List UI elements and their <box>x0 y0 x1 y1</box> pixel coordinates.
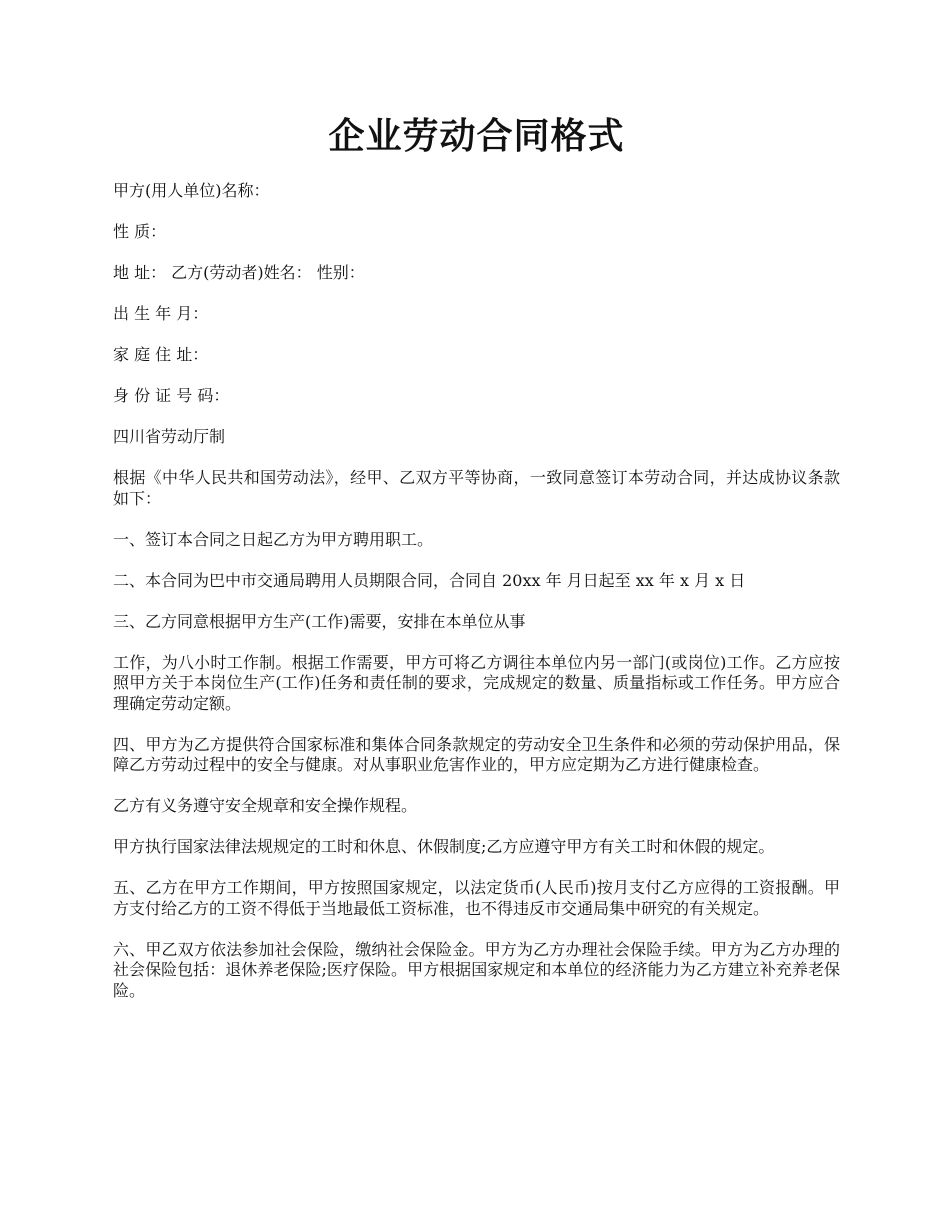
document-title: 企业劳动合同格式 <box>328 115 625 157</box>
issuer-line: 四川省劳动厅制 <box>113 427 226 446</box>
clause-5: 五、乙方在甲方工作期间，甲方按照国家规定，以法定货币(人民币)按月支付乙方应得的工资报酬。甲方支付给乙方的工资不得低于当地最低工资标准，也不得违反市交通局集中研究的有关规定。 <box>113 878 840 918</box>
clause-2: 二、本合同为巴中市交通局聘用人员期限合同，合同自 20xx 年 月日起至 xx 年 x 月 x 日 <box>113 570 746 590</box>
clause-1: 一、签订本合同之日起乙方为甲方聘用职工。 <box>113 529 434 549</box>
field-address-employee: 地 址： 乙方(劳动者)姓名： 性别： <box>113 263 365 282</box>
field-id-number: 身 份 证 号 码： <box>113 386 230 405</box>
safety-obligation: 乙方有义务遵守安全规章和安全操作规程。 <box>113 796 418 815</box>
field-home-address: 家 庭 住 址： <box>113 345 209 364</box>
working-hours-clause: 甲方执行国家法律法规规定的工时和休息、休假制度;乙方应遵守甲方有关工时和休假的规定。 <box>113 837 775 856</box>
clause-6: 六、甲乙双方依法参加社会保险，缴纳社会保险金。甲方为乙方办理社会保险手续。甲方为乙方办理的社会保险包括：退休养老保险;医疗保险。甲方根据国家规定和本单位的经济能力为乙方建立补充养老保险。 <box>113 939 840 1000</box>
clause-3: 三、乙方同意根据甲方生产(工作)需要，安排在本单位从事 <box>113 611 526 631</box>
preamble-paragraph: 根据《中华人民共和国劳动法》，经甲、乙双方平等协商，一致同意签订本劳动合同，并达成协议条款如下： <box>113 468 840 508</box>
document-body <box>113 181 840 1022</box>
field-birth-date: 出 生 年 月： <box>113 304 209 323</box>
clause-4: 四、甲方为乙方提供符合国家标准和集体合同条款规定的劳动安全卫生条件和必须的劳动保护用品，保障乙方劳动过程中的安全与健康。对从事职业危害作业的，甲方应定期为乙方进行健康检查。 <box>113 734 840 774</box>
clause-3-continued: 工作，为八小时工作制。根据工作需要，甲方可将乙方调往本单位内另一部门(或岗位)工作。乙方应按照甲方关于本岗位生产(工作)任务和责任制的要求，完成规定的数量、质量指标或工作任务。甲方应合理确定劳动定额。 <box>113 652 840 713</box>
field-nature: 性 质： <box>113 222 167 241</box>
field-employer-name: 甲方(用人单位)名称： <box>113 181 270 200</box>
